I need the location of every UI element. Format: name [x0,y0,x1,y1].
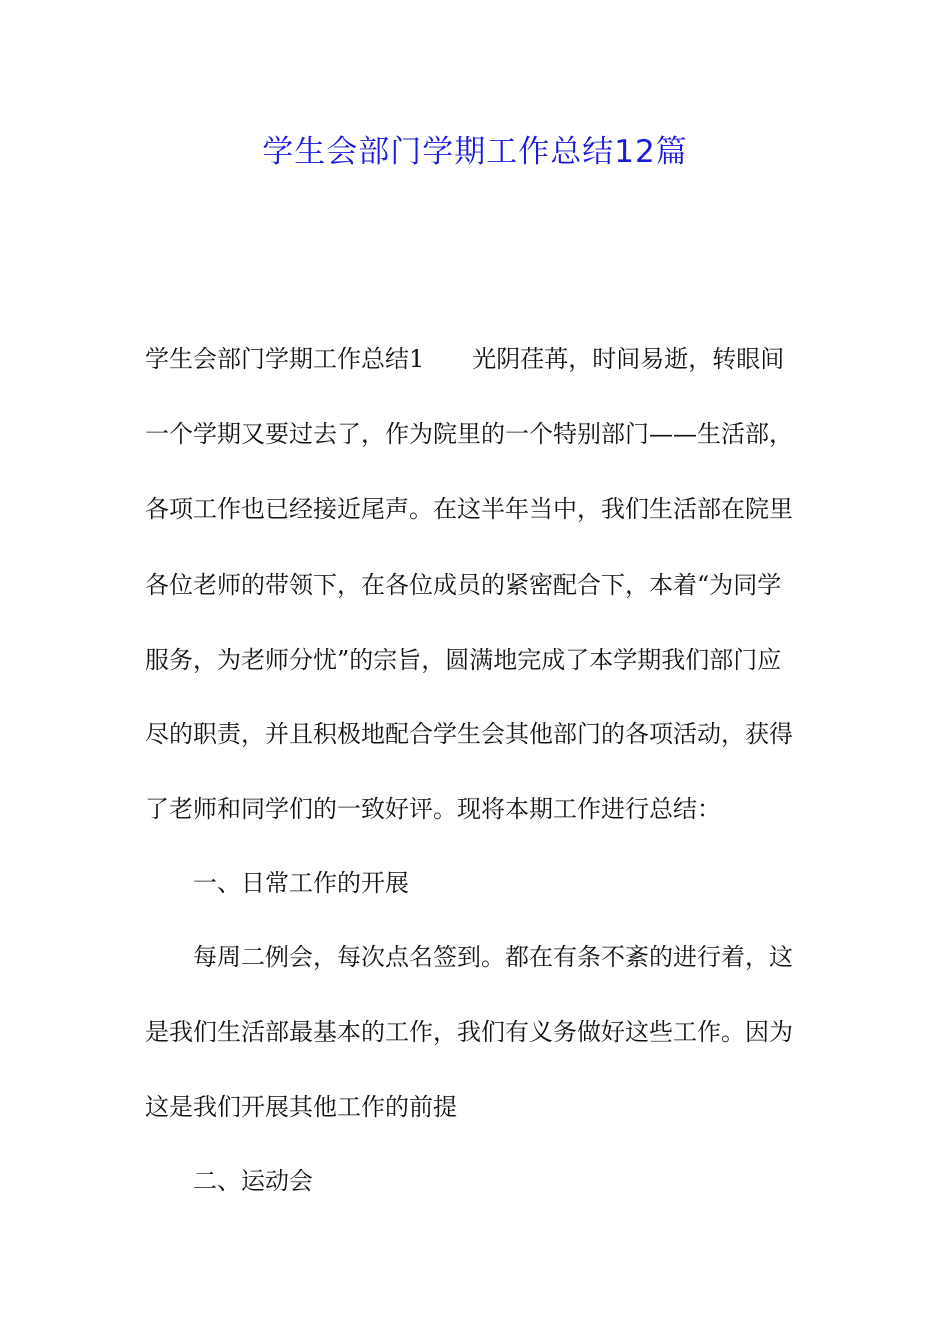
paragraph-line: 这是我们开展其他工作的前提 [145,1093,457,1121]
paragraph-line: 服务，为老师分忧”的宗旨，圆满地完成了本学期我们部门应 [145,646,782,674]
paragraph-line: 是我们生活部最基本的工作，我们有义务做好这些工作。因为 [145,1018,793,1046]
section-heading: 二、运动会 [193,1167,313,1195]
paragraph-line: 每周二例会，每次点名签到。都在有条不紊的进行着，这 [193,943,793,971]
paragraph-line: 各位老师的带领下，在各位成员的紧密配合下，本着“为同学 [145,571,782,599]
paragraph-line: 尽的职责，并且积极地配合学生会其他部门的各项活动，获得 [145,720,793,748]
document-title: 学生会部门学期工作总结12篇 [262,134,688,170]
section-heading: 一、日常工作的开展 [193,869,409,897]
paragraph-line: 了老师和同学们的一致好评。现将本期工作进行总结： [145,795,721,823]
paragraph-line: 各项工作也已经接近尾声。在这半年当中，我们生活部在院里 [145,495,793,523]
paragraph-line: 一个学期又要过去了，作为院里的一个特别部门——生活部， [145,420,793,448]
paragraph-line: 学生会部门学期工作总结1 光阴荏苒，时间易逝，转眼间 [145,345,785,373]
